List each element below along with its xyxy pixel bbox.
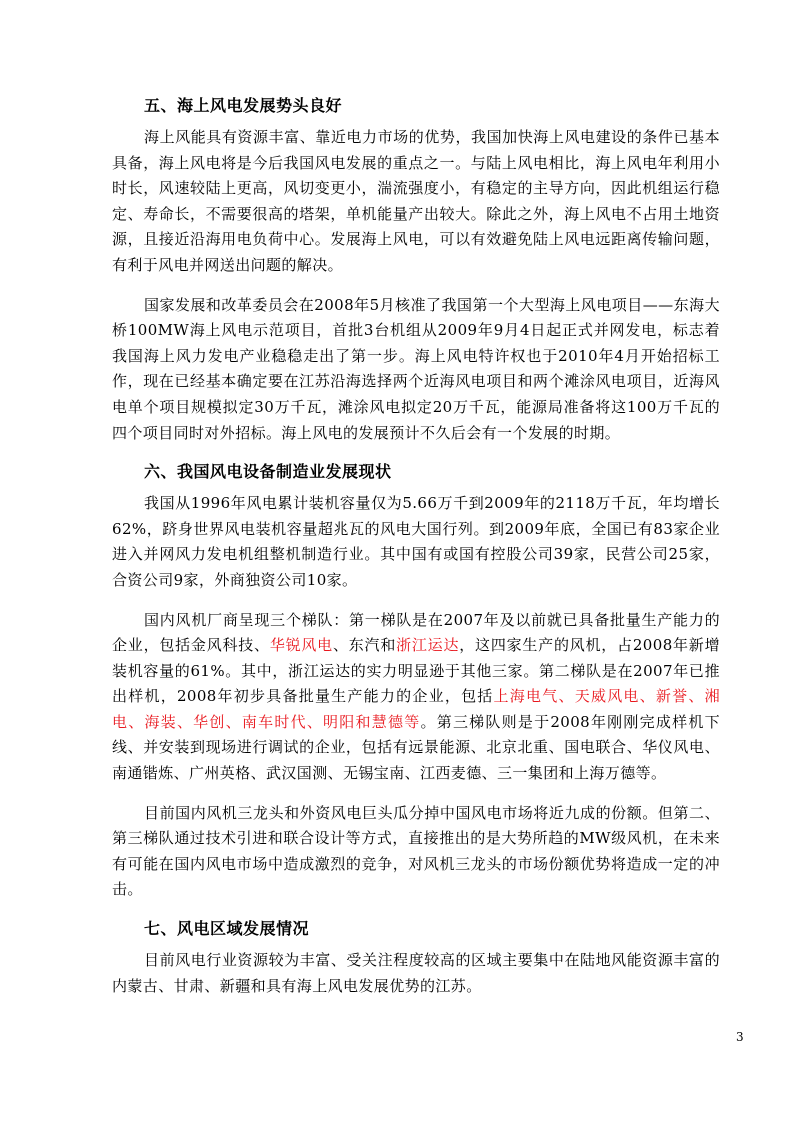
highlight-second-tier-list: 上海电气、天威风电、新誉、湘电、海装、华创、南车时代、明阳和慧德等 [112, 687, 720, 731]
paragraph-regional: 目前风电行业资源较为丰富、受关注程度较高的区域主要集中在陆地风能资源丰富的内蒙古、甘肃、新疆和具有海上风电发展优势的江苏。 [112, 951, 720, 995]
tier-text-2: 、东汽和 [332, 636, 397, 655]
tier-text-4: 。第三梯队则是于2008年刚刚完成样机下线、并安装到现场进行调试的企业，包括有远景能源、北京北重、国电联合、华仪风电、南通锴炼、广州英格、武汉国测、无锡宝南、江西麦德、三一集团和上海万德等。 [112, 712, 720, 783]
section-heading-offshore-wind: 五、海上风电发展势头良好 [144, 96, 343, 115]
highlight-zhejiang-windey: 浙江运达 [396, 636, 460, 655]
section-heading-manufacturing: 六、我国风电设备制造业发展现状 [144, 462, 392, 482]
page-content [112, 94, 720, 1013]
tier-text-1: 国内风机厂商呈现三个梯队：第一梯队是在2007年及以前就已具备批量生产能力的企业，包括金风科技、 [112, 610, 720, 655]
paragraph-market-share: 目前国内风机三龙头和外资风电巨头瓜分掉中国风电市场将近九成的份额。但第二、第三梯队通过技术引进和联合设计等方式，直接推出的是大势所趋的MW级风机，在未来有可能在国内风电市场中造成激烈的竞争，对风机三龙头的市场份额优势将造成一定的冲击。 [112, 803, 720, 899]
paragraph-manufacturer-tiers [112, 608, 720, 787]
paragraph-offshore-advantages: 海上风能具有资源丰富、靠近电力市场的优势，我国加快海上风电建设的条件已基本具备，海上风电将是今后我国风电发展的重点之一。与陆上风电相比，海上风电年利用小时长，风速较陆上更高，风切变更小，湍流强度小，有稳定的主导方向，因此机组运行稳定、寿命长，不需要很高的塔架，单机能量产出较大。除此之外，海上风电不占用土地资源，且接近沿海用电负荷中心。发展海上风电，可以有效避免陆上风电远距离传输问题，有利于风电并网送出问题的解决。 [112, 128, 720, 274]
tier-text-3: ，这四家生产的风机，占2008年新增装机容量的61%。其中，浙江运达的实力明显逊于其他三家。第二梯队是在2007年已推出样机，2008年初步具备批量生产能力的企业，包括 [112, 636, 720, 706]
highlight-sinovel: 华锐风电 [269, 636, 333, 655]
paragraph-offshore-projects: 国家发展和改革委员会在2008年5月核准了我国第一个大型海上风电项目——东海大桥100MW海上风电示范项目，首批3台机组从2009年9月4日起正式并网发电，标志着我国海上风力发电产业稳稳走出了第一步。海上风电特许权也于2010年4月开始招标工作，现在已经基本确定要在江苏沿海选择两个近海风电项目和两个滩涂风电项目，近海风电单个项目规模拟定30万千瓦，滩涂风电拟定20万千瓦，能源局准备将这100万千瓦的四个项目同时对外招标。海上风电的发展预计不久后会有一个发展的时期。 [112, 295, 720, 442]
page-number: 3 [736, 1030, 744, 1044]
section-heading-regional: 七、风电区域发展情况 [144, 919, 310, 939]
paragraph-capacity-growth: 我国从1996年风电累计装机容量仅为5.66万千到2009年的2118万千瓦，年均增长62%，跻身世界风电装机容量超兆瓦的风电大国行列。到2009年底，全国已有83家企业进入并网风力发电机组整机制造行业。其中国有或国有控股公司39家，民营公司25家，合资公司9家，外商独资公司10家。 [112, 494, 720, 589]
